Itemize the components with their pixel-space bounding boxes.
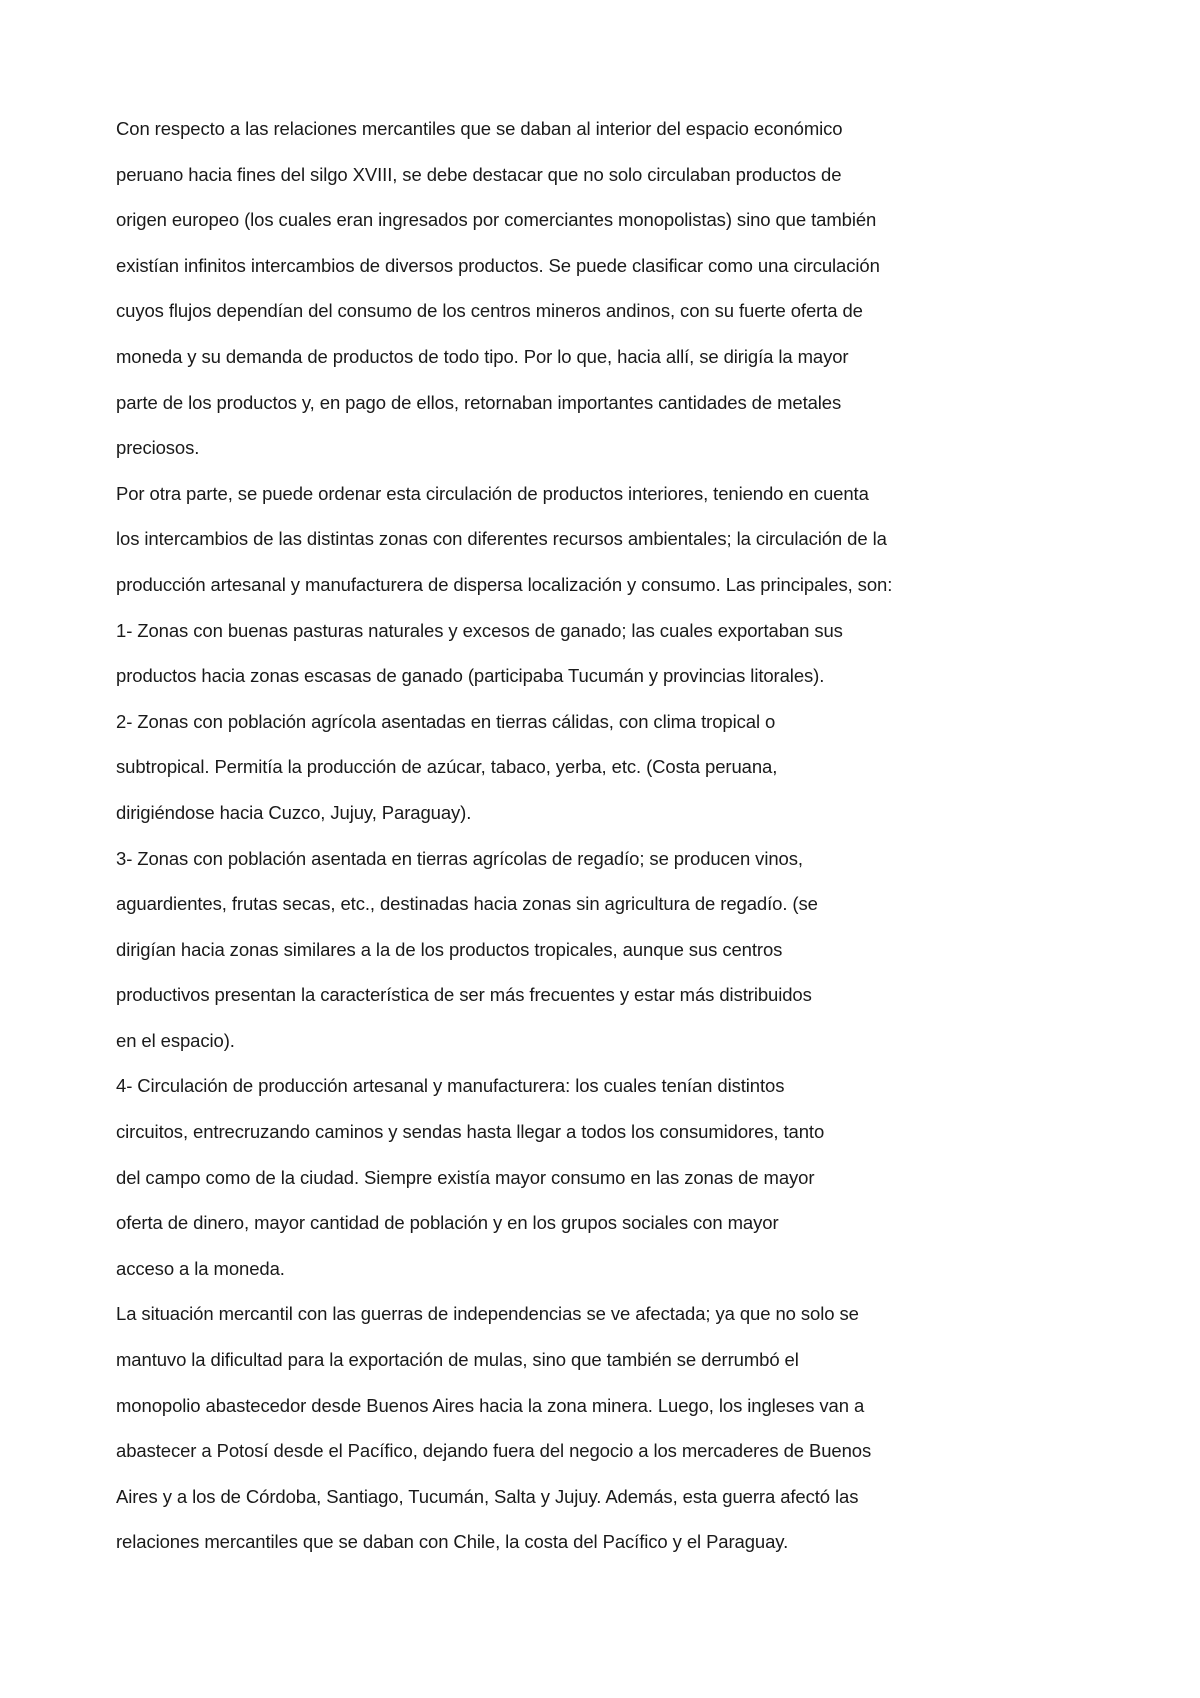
text-line: productivos presentan la característica de ser más frecuentes y estar más distribuidos [116,984,812,1006]
text-line: existían infinitos intercambios de diversos productos. Se puede clasificar como una circulación [116,254,880,276]
text-line: peruano hacia fines del silgo XVIII, se debe destacar que no solo circulaban productos de [116,163,842,185]
text-line: 2- Zonas con población agrícola asentadas en tierras cálidas, con clima tropical o [116,710,776,732]
text-line: moneda y su demanda de productos de todo tipo. Por lo que, hacia allí, se dirigía la mayor [116,345,849,367]
body-text [116,114,1116,1573]
text-line: parte de los productos y, en pago de ellos, retornaban importantes cantidades de metales [116,391,842,413]
text-line: productos hacia zonas escasas de ganado (participaba Tucumán y provincias litorales). [116,665,825,687]
text-line: preciosos. [116,437,200,459]
text-line: 1- Zonas con buenas pasturas naturales y excesos de ganado; las cuales exportaban sus [116,619,843,641]
text-line: Aires y a los de Córdoba, Santiago, Tucumán, Salta y Jujuy. Además, esta guerra afectó las [116,1485,859,1507]
text-line: en el espacio). [116,1029,235,1051]
text-line: abastecer a Potosí desde el Pacífico, dejando fuera del negocio a los mercaderes de Buenos [116,1440,872,1462]
text-line: circuitos, entrecruzando caminos y sendas hasta llegar a todos los consumidores, tanto [116,1121,825,1143]
text-line: acceso a la moneda. [116,1257,285,1279]
text-line: dirigían hacia zonas similares a la de los productos tropicales, aunque sus centros [116,938,783,960]
text-line: origen europeo (los cuales eran ingresados por comerciantes monopolistas) sino que también [116,209,877,231]
text-line: Por otra parte, se puede ordenar esta circulación de productos interiores, teniendo en cuenta [116,482,869,504]
text-line: dirigiéndose hacia Cuzco, Jujuy, Paraguay). [116,801,472,823]
text-line: Con respecto a las relaciones mercantiles que se daban al interior del espacio económico [116,118,843,139]
text-line: La situación mercantil con las guerras de independencias se ve afectada; ya que no solo se [116,1303,859,1325]
text-line: subtropical. Permitía la producción de azúcar, tabaco, yerba, etc. (Costa peruana, [116,756,778,778]
text-line: relaciones mercantiles que se daban con Chile, la costa del Pacífico y el Paraguay. [116,1531,789,1553]
text-line: producción artesanal y manufacturera de dispersa localización y consumo. Las principales, son: [116,573,893,595]
text-line: 4- Circulación de producción artesanal y manufacturera: los cuales tenían distintos [116,1075,785,1097]
text-line: oferta de dinero, mayor cantidad de población y en los grupos sociales con mayor [116,1212,779,1234]
text-line: monopolio abastecedor desde Buenos Aires hacia la zona minera. Luego, los ingleses van a [116,1394,865,1416]
text-line: los intercambios de las distintas zonas con diferentes recursos ambientales; la circulación de la [116,528,887,550]
text-line: 3- Zonas con población asentada en tierras agrícolas de regadío; se producen vinos, [116,847,803,869]
text-line: aguardientes, frutas secas, etc., destinadas hacia zonas sin agricultura de regadío. (se [116,893,818,915]
text-line: cuyos flujos dependían del consumo de los centros mineros andinos, con su fuerte oferta de [116,300,863,322]
text-line: mantuvo la dificultad para la exportación de mulas, sino que también se derrumbó el [116,1349,799,1371]
text-line: del campo como de la ciudad. Siempre existía mayor consumo en las zonas de mayor [116,1166,815,1188]
